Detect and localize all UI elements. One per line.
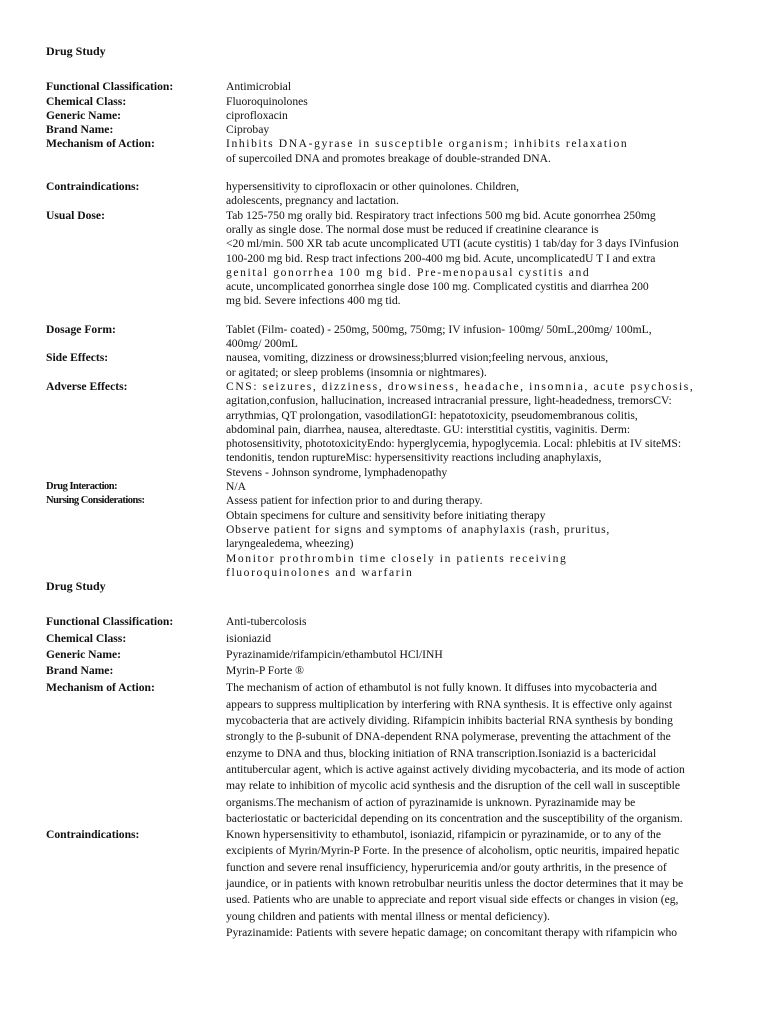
- row-contraindications: [46, 180, 726, 209]
- row-brand-name: [46, 664, 726, 678]
- field-label: Chemical Class:: [46, 94, 127, 108]
- row-adverse-effects: [46, 380, 726, 480]
- value-line: orally as single dose. The normal dose must be reduced if creatinine clearance is: [226, 222, 599, 236]
- value-line: organisms.The mechanism of action of pyrazinamide is unknown. Pyrazinamide may be: [226, 795, 636, 809]
- value-line: acute, uncomplicated gonorrhea single dose 100 mg. Complicated cystitis and diarrhea 200: [226, 280, 649, 294]
- drug-study-ciprofloxacin: [46, 44, 726, 580]
- value-line: Inhibits DNA-gyrase in susceptible organism; inhibits relaxation: [226, 137, 629, 151]
- row-chemical-class: [46, 95, 726, 109]
- value-line: enzyme to DNA and thus, blocking initiation of RNA transcription.Isoniazid is a bactericidal: [226, 746, 657, 760]
- value-line: strongly to the β-subunit of DNA-dependent RNA polymerase, preventing the attachment of the: [226, 730, 671, 744]
- value-line: Ciprobay: [226, 123, 270, 137]
- field-value: [226, 137, 722, 166]
- field-value: [226, 380, 722, 480]
- value-line: nausea, vomiting, dizziness or drowsiness;blurred vision;feeling nervous, anxious,: [226, 351, 609, 365]
- field-label: Nursing Considerations:: [46, 495, 145, 507]
- field-value: [226, 664, 722, 678]
- value-line: CNS: seizures, dizziness, drowsiness, headache, insomnia, acute psychosis,: [226, 379, 695, 393]
- field-value: [226, 827, 722, 941]
- row-nursing-considerations: [46, 494, 726, 580]
- value-line: used. Patients who are unable to appreciate and report visual side effects or changes in vision (eg,: [226, 893, 679, 907]
- field-label: Functional Classification:: [46, 80, 174, 94]
- value-line: Pyrazinamide/rifampicin/ethambutol HCl/INH: [226, 647, 443, 661]
- field-label: Generic Name:: [46, 647, 122, 661]
- field-label: Chemical Class:: [46, 631, 127, 645]
- field-value: [226, 80, 722, 94]
- value-line: Assess patient for infection prior to and during therapy.: [226, 494, 483, 508]
- field-label: Adverse Effects:: [46, 379, 128, 393]
- value-line: <20 ml/min. 500 XR tab acute uncomplicated UTI (acute cystitis) 1 tab/day for 3 days IVinfusion: [226, 237, 679, 251]
- value-line: or agitated; or sleep problems (insomnia or nightmares).: [226, 365, 487, 379]
- field-value: [226, 95, 722, 109]
- value-line: photosensitivity, phototoxicityEndo: hyperglycemia, hypoglycemia. Local: phlebitis at IV siteMS:: [226, 437, 682, 451]
- field-value: [226, 615, 722, 629]
- value-line: Monitor prothrombin time closely in patients receiving: [226, 551, 568, 565]
- value-line: ciprofloxacin: [226, 108, 288, 122]
- value-line: adolescents, pregnancy and lactation.: [226, 194, 399, 208]
- field-value: [226, 632, 722, 646]
- field-label: Contraindications:: [46, 828, 140, 842]
- field-label: Mechanism of Action:: [46, 681, 155, 695]
- value-line: jaundice, or in patients with known retrobulbar neuritis unless the doctor determines that it may be: [226, 877, 684, 891]
- row-chemical-class: [46, 632, 726, 646]
- value-line: agitation,confusion, hallucination, increased intracranial pressure, light-headedness, tremorsCV:: [226, 394, 672, 408]
- value-line: antitubercular agent, which is active against actively dividing mycobacteria, and its mode of action: [226, 762, 685, 776]
- value-line: N/A: [226, 480, 246, 494]
- value-line: arrythmias, QT prolongation, vasodilationGI: hepatotoxicity, pseudomembranous colitis,: [226, 408, 638, 422]
- field-label: Brand Name:: [46, 664, 114, 678]
- value-line: Stevens - Johnson syndrome, lymphadenopathy: [226, 465, 448, 479]
- field-value: [226, 648, 722, 662]
- value-line: bacteriostatic or bactericidal depending on its concentration and the susceptibility of the organism.: [226, 811, 683, 825]
- row-brand-name: [46, 123, 726, 137]
- value-line: The mechanism of action of ethambutol is not fully known. It diffuses into mycobacteria and: [226, 681, 657, 695]
- value-line: may relate to inhibition of mycolic acid synthesis and the disruption of the cell wall in susceptible: [226, 779, 680, 793]
- value-line: fluoroquinolones and warfarin: [226, 565, 414, 579]
- row-drug-interaction: [46, 480, 726, 494]
- field-value: [226, 680, 722, 827]
- value-line: mg bid. Severe infections 400 mg tid.: [226, 294, 401, 308]
- value-line: appears to suppress multiplication by interfering with RNA synthesis. It is effective only against: [226, 697, 673, 711]
- value-line: Myrin-P Forte ®: [226, 664, 304, 678]
- row-mechanism-of-action: [46, 137, 726, 166]
- field-label: Generic Name:: [46, 108, 122, 122]
- value-line: tendonitis, tendon ruptureMisc: hypersensitivity reactions including anaphylaxis,: [226, 451, 602, 465]
- field-label: Side Effects:: [46, 351, 109, 365]
- section-title: Drug Study: [46, 44, 106, 58]
- value-line: Tab 125-750 mg orally bid. Respiratory tract infections 500 mg bid. Acute gonorrhea 250mg: [226, 208, 656, 222]
- row-contraindications: [46, 827, 726, 941]
- field-label: Contraindications:: [46, 180, 140, 194]
- field-label: Functional Classification:: [46, 615, 174, 629]
- field-label: Dosage Form:: [46, 322, 116, 336]
- row-usual-dose: [46, 209, 726, 309]
- value-line: mycobacteria that are actively dividing. Rifampicin inhibits bacterial RNA synthesis by bonding: [226, 714, 673, 728]
- value-line: 400mg/ 200mL: [226, 337, 298, 351]
- field-value: [226, 123, 722, 137]
- field-label: Usual Dose:: [46, 208, 105, 222]
- field-label: Brand Name:: [46, 123, 114, 137]
- value-line: Observe patient for signs and symptoms of anaphylaxis (rash, pruritus,: [226, 522, 611, 536]
- section-title: Drug Study: [46, 579, 106, 593]
- field-value: [226, 494, 722, 580]
- row-functional-classification: [46, 80, 726, 94]
- field-value: [226, 109, 722, 123]
- value-line: Obtain specimens for culture and sensitivity before initiating therapy: [226, 508, 546, 522]
- value-line: genital gonorrhea 100 mg bid. Pre-menopausal cystitis and: [226, 265, 591, 279]
- field-label: Mechanism of Action:: [46, 137, 155, 151]
- value-line: laryngealedema, wheezing): [226, 537, 354, 551]
- row-side-effects: [46, 351, 726, 380]
- value-line: function and severe renal insufficiency, hyperuricemia and/or gouty arthritis, in the presence of: [226, 860, 667, 874]
- row-mechanism-of-action: [46, 680, 726, 827]
- value-line: Anti-tubercolosis: [226, 615, 307, 629]
- drug-study-myrin-p-forte: [46, 579, 726, 941]
- row-dosage-form: [46, 323, 726, 352]
- field-value: [226, 209, 722, 309]
- value-line: of supercoiled DNA and promotes breakage of double-stranded DNA.: [226, 151, 551, 165]
- value-line: abdominal pain, diarrhea, nausea, alteredtaste. GU: interstitial cystitis, vaginitis. Derm:: [226, 422, 631, 436]
- value-line: excipients of Myrin/Myrin-P Forte. In the presence of alcoholism, optic neuritis, impaired hepatic: [226, 844, 680, 858]
- value-line: Tablet (Film- coated) - 250mg, 500mg, 750mg; IV infusion- 100mg/ 50mL,200mg/ 100mL,: [226, 322, 652, 336]
- value-line: 100-200 mg bid. Resp tract infections 200-400 mg bid. Acute, uncomplicatedU T I and extra: [226, 251, 656, 265]
- value-line: isioniazid: [226, 631, 272, 645]
- field-value: [226, 180, 722, 209]
- field-label: Drug Interaction:: [46, 481, 118, 493]
- value-line: Antimicrobial: [226, 80, 292, 94]
- value-line: Fluoroquinolones: [226, 94, 308, 108]
- row-generic-name: [46, 109, 726, 123]
- field-value: [226, 351, 722, 380]
- field-value: [226, 480, 722, 494]
- value-line: Known hypersensitivity to ethambutol, isoniazid, rifampicin or pyrazinamide, or to any of the: [226, 828, 661, 842]
- value-line: young children and patients with mental illness or mental deficiency).: [226, 909, 550, 923]
- row-generic-name: [46, 648, 726, 662]
- field-value: [226, 323, 722, 352]
- value-line: hypersensitivity to ciprofloxacin or other quinolones. Children,: [226, 180, 520, 194]
- row-functional-classification: [46, 615, 726, 629]
- value-line: Pyrazinamide: Patients with severe hepatic damage; on concomitant therapy with rifampicin who: [226, 925, 678, 939]
